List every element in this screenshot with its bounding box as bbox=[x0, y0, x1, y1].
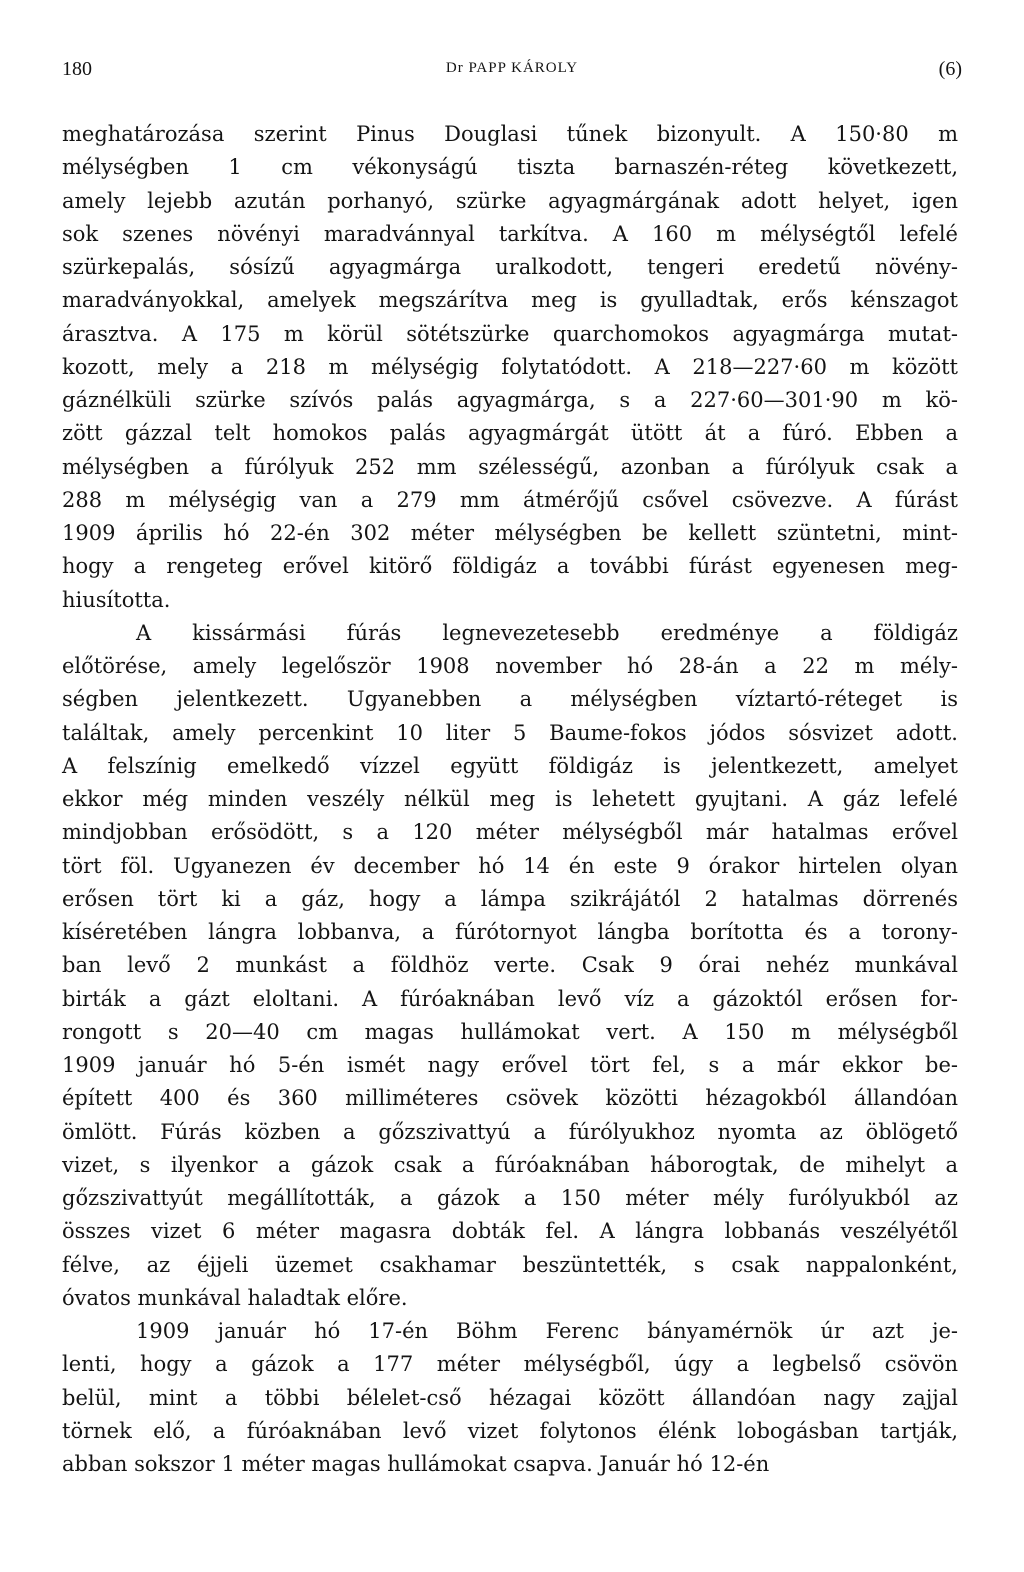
text-line-content: összes vizet 6 méter magasra dobták fel. A lángra lobbanás veszélyétől bbox=[62, 1219, 958, 1244]
text-line-content: hiusította. bbox=[62, 587, 171, 612]
text-line-content: szürkepalás, sósízű agyagmárga uralkodott, tengeri eredetű növény- bbox=[62, 255, 958, 279]
text-line bbox=[62, 783, 958, 816]
text-line-content: félve, az éjjeli üzemet csakhamar beszüntették, s csak nappalonként, bbox=[62, 1252, 958, 1277]
text-line bbox=[62, 1348, 958, 1381]
text-line-content: gáznélküli szürke szívós palás agyagmárga, s a 227·60—301·90 m kö- bbox=[62, 388, 958, 412]
text-line-content: törnek elő, a fúróaknában levő vizet folytonos élénk lobogásban tartják, bbox=[62, 1418, 958, 1443]
text-line-content: A felszínig emelkedő vízzel együtt földigáz is jelentkezett, amelyet bbox=[62, 753, 958, 778]
page-header bbox=[62, 58, 962, 88]
text-line bbox=[62, 1415, 958, 1448]
text-line bbox=[62, 251, 958, 284]
text-line-content: ekkor még minden veszély nélkül meg is lehetett gyujtani. A gáz lefelé bbox=[62, 787, 958, 811]
running-head: Dr PAPP KÁROLY bbox=[445, 60, 579, 76]
text-line bbox=[62, 983, 958, 1016]
text-line-content: hogy a rengeteg erővel kitörő földigáz a további fúrást egyenesen meg- bbox=[62, 554, 958, 579]
text-line bbox=[62, 1149, 958, 1182]
text-line bbox=[62, 451, 958, 484]
text-line-content: óvatos munkával haladtak előre. bbox=[62, 1285, 408, 1310]
text-line bbox=[62, 683, 958, 716]
text-line-content: meghatározása szerint Pinus Douglasi tűnek bizonyult. A 150·80 m bbox=[62, 122, 958, 146]
text-line bbox=[62, 218, 958, 251]
text-line bbox=[62, 650, 958, 683]
text-line-content: mindjobban erősödött, s a 120 méter mélységből már hatalmas erővel bbox=[62, 820, 958, 845]
text-line bbox=[62, 384, 958, 417]
text-line bbox=[62, 351, 958, 384]
text-line bbox=[62, 1182, 958, 1215]
text-line-content: kíséretében lángra lobbanva, a fúrótornyot lángba borította és a torony- bbox=[62, 920, 958, 944]
text-line-content: gőzszivattyút megállították, a gázok a 150 méter mély furólyukból az bbox=[62, 1186, 958, 1210]
text-line bbox=[62, 617, 958, 650]
text-line bbox=[62, 1016, 958, 1049]
text-line-content: ségben jelentkezett. Ugyanebben a mélységben víztartó-réteget is bbox=[62, 687, 958, 712]
text-line-content: A kissármási fúrás legnevezetesebb eredménye a földigáz bbox=[136, 620, 958, 645]
section-mark: (6) bbox=[938, 58, 962, 80]
text-line-content: 288 m mélységig van a 279 mm átmérőjű csővel csövezve. A fúrást bbox=[62, 487, 958, 512]
text-line bbox=[62, 1215, 958, 1248]
text-line bbox=[62, 1315, 958, 1348]
text-line bbox=[62, 949, 958, 982]
text-line bbox=[62, 916, 958, 949]
text-line bbox=[62, 417, 958, 450]
text-line bbox=[62, 717, 958, 750]
text-line-content: ömlött. Fúrás közben a gőzszivattyú a fúrólyukhoz nyomta az öblögető bbox=[62, 1119, 958, 1144]
text-line bbox=[62, 1448, 958, 1481]
text-line-content: találtak, amely percenkint 10 liter 5 Baume-fokos jódos sósvizet adott. bbox=[62, 720, 958, 745]
text-line-content: tört föl. Ugyanezen év december hó 14 én este 9 órakor hirtelen olyan bbox=[62, 853, 958, 878]
text-line bbox=[62, 1282, 958, 1315]
text-line-content: előtörése, amely legelőször 1908 november hó 28-án a 22 m mély- bbox=[62, 654, 958, 678]
text-line bbox=[62, 284, 958, 317]
text-line-content: mélységben 1 cm vékonyságú tiszta barnaszén-réteg következett, bbox=[62, 155, 958, 180]
text-line-content: maradványokkal, amelyek megszárítva meg is gyulladtak, erős kénszagot bbox=[62, 288, 958, 313]
text-line-content: amely lejebb azután porhanyó, szürke agyagmárgának adott helyet, igen bbox=[62, 188, 958, 213]
text-line-content: ban levő 2 munkást a földhöz verte. Csak 9 órai nehéz munkával bbox=[62, 953, 958, 978]
text-line bbox=[62, 118, 958, 151]
text-line-content: 1909 április hó 22-én 302 méter mélységben be kellett szüntetni, mint- bbox=[62, 521, 958, 545]
text-line-content: zött gázzal telt homokos palás agyagmárgát ütött át a fúró. Ebben a bbox=[62, 421, 958, 446]
text-line-content: belül, mint a többi bélelet-cső hézagai között állandóan nagy zajjal bbox=[62, 1385, 958, 1410]
text-line-content: birták a gázt eloltani. A fúróaknában levő víz a gázoktól erősen for- bbox=[62, 986, 958, 1011]
text-line-content: rongott s 20—40 cm magas hullámokat vert. A 150 m mélységből bbox=[62, 1019, 958, 1044]
text-line bbox=[62, 816, 958, 849]
text-line bbox=[62, 750, 958, 783]
text-line bbox=[62, 1249, 958, 1282]
text-line bbox=[62, 584, 958, 617]
text-line bbox=[62, 1116, 958, 1149]
text-line-content: erősen tört ki a gáz, hogy a lámpa szikrájától 2 hatalmas dörrenés bbox=[62, 886, 958, 911]
text-line bbox=[62, 185, 958, 218]
text-line-content: árasztva. A 175 m körül sötétszürke quarchomokos agyagmárga mutat- bbox=[62, 321, 958, 346]
text-line-content: sok szenes növényi maradvánnyal tarkítva. A 160 m mélységtől lefelé bbox=[62, 221, 958, 246]
text-line bbox=[62, 1082, 958, 1115]
text-line bbox=[62, 550, 958, 583]
body-text bbox=[62, 118, 958, 1481]
text-line bbox=[62, 517, 958, 550]
text-line-content: 1909 január hó 17-én Böhm Ferenc bányamérnök úr azt je- bbox=[136, 1319, 958, 1343]
page-number: 180 bbox=[62, 58, 92, 80]
text-line-content: kozott, mely a 218 m mélységig folytatódott. A 218—227·60 m között bbox=[62, 354, 958, 379]
text-line-content: lenti, hogy a gázok a 177 méter mélységből, úgy a legbelső csövön bbox=[62, 1352, 958, 1377]
text-line bbox=[62, 850, 958, 883]
text-line-content: vizet, s ilyenkor a gázok csak a fúróaknában háborogtak, de mihelyt a bbox=[62, 1152, 958, 1177]
text-line bbox=[62, 318, 958, 351]
text-line bbox=[62, 484, 958, 517]
text-line bbox=[62, 151, 958, 184]
text-line bbox=[62, 883, 958, 916]
text-line-content: 1909 január hó 5-én ismét nagy erővel tört fel, s a már ekkor be- bbox=[62, 1053, 958, 1077]
text-line-content: mélységben a fúrólyuk 252 mm szélességű, azonban a fúrólyuk csak a bbox=[62, 454, 958, 479]
text-line-content: épített 400 és 360 milliméteres csövek közötti hézagokból állandóan bbox=[62, 1086, 958, 1111]
text-line-content: abban sokszor 1 méter magas hullámokat csapva. Január hó 12-én bbox=[62, 1452, 770, 1476]
text-line bbox=[62, 1382, 958, 1415]
text-line bbox=[62, 1049, 958, 1082]
